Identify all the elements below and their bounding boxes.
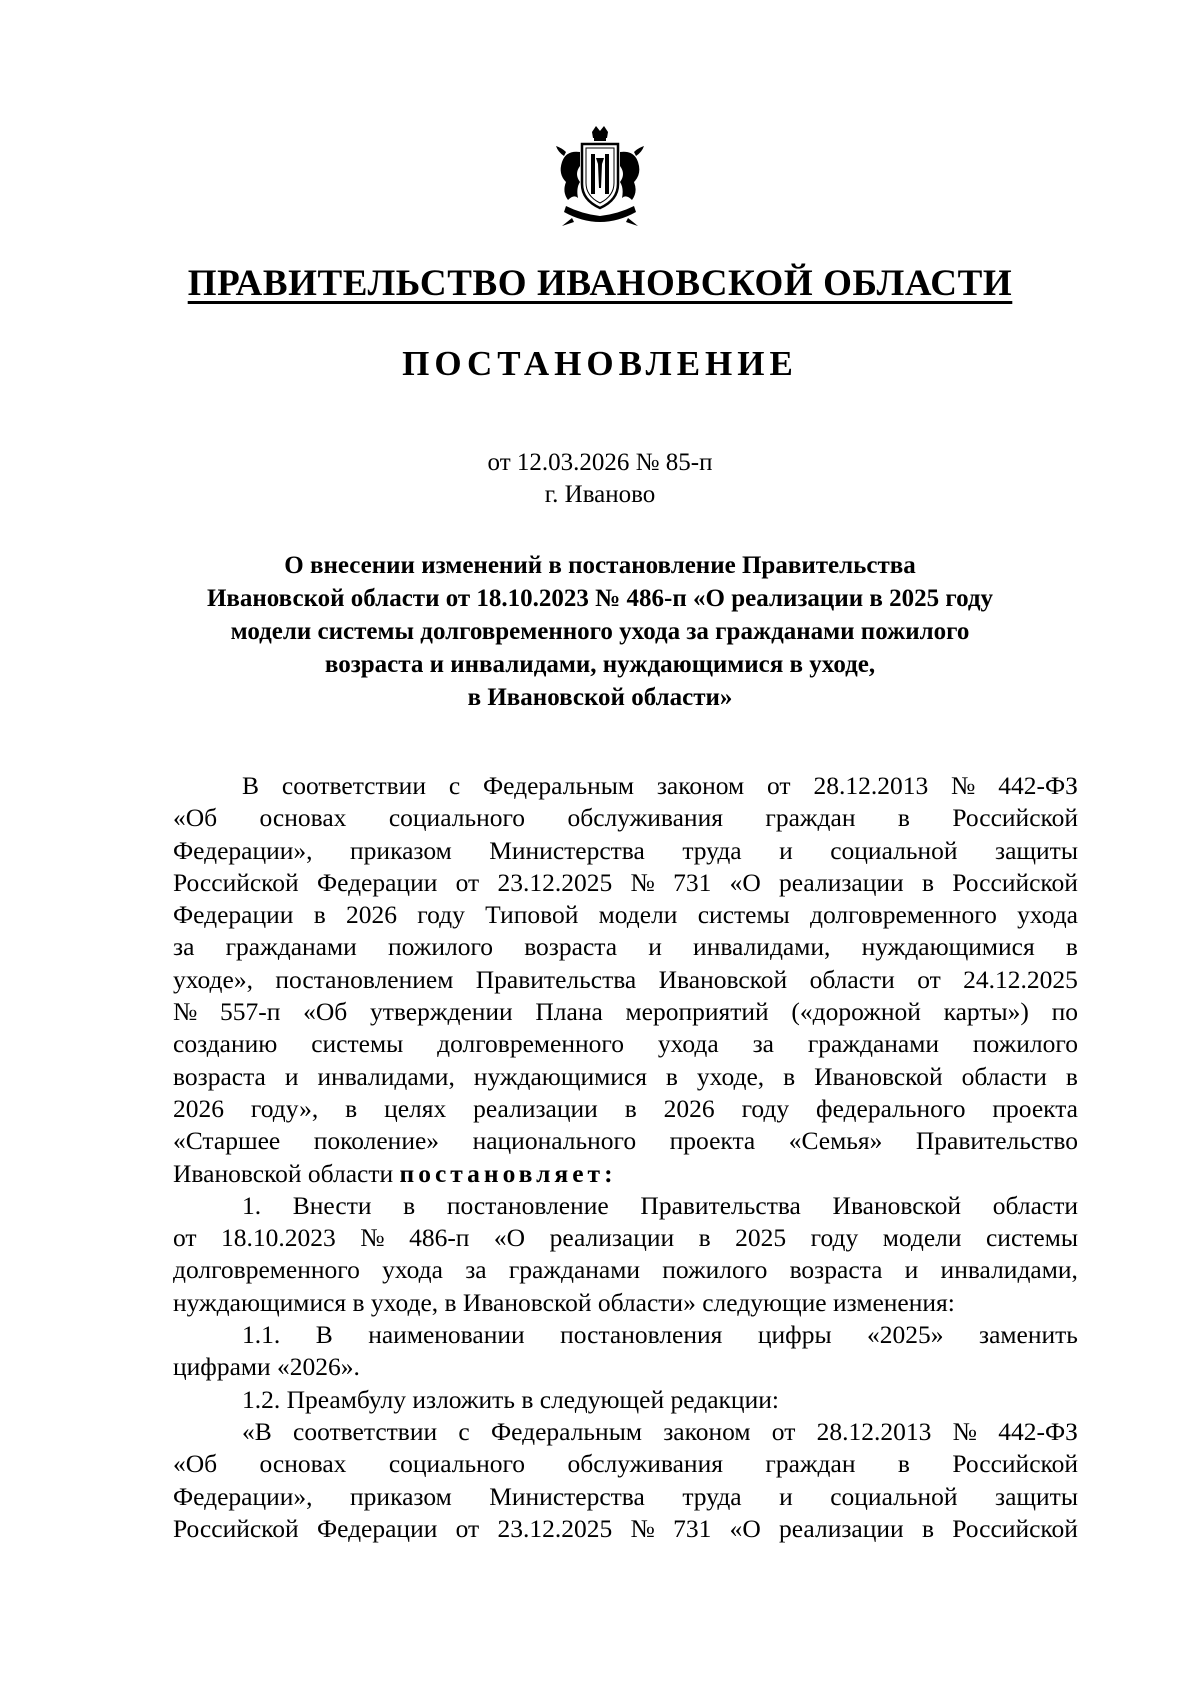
word: нуждающимися [473,1061,647,1091]
document-type: ПОСТАНОВЛЕНИЕ [402,344,798,383]
word: Федеральным [490,1416,642,1446]
word: модели [882,1223,962,1253]
document-title [150,549,1050,714]
word: защиты [995,1481,1078,1511]
word: Правительство [915,1126,1078,1156]
word: «О [493,1223,526,1253]
word: и [284,1061,299,1091]
paragraph-1-2: 1.2. Преамбулу изложить в следующей редакции: [242,1384,779,1414]
word: 28.12.2013 [813,771,929,800]
word: в [698,1223,711,1253]
word: 1. [242,1190,262,1220]
word: в [624,1093,637,1123]
word: постановление [446,1190,609,1220]
word: 2026 [346,900,398,930]
word: за [465,1255,487,1285]
paragraph-1-last-line: нуждающимися в уходе, в Ивановской области» следующие изменения: [173,1287,955,1317]
word: 731 [673,867,712,897]
body-line [173,1254,1078,1286]
word: с [448,771,461,800]
document-meta [0,447,1200,511]
word: по [1051,997,1078,1027]
word: № [360,1223,385,1253]
word: «Об [173,1449,218,1479]
word: постановлением [275,964,454,994]
preamble-paragraph [173,770,1078,1158]
word: Федерации [316,867,438,897]
word: инвалидами, [317,1061,455,1091]
body-line [173,1416,1078,1448]
word: долговременного [437,1029,624,1059]
word: долговременного [173,1255,360,1285]
word: Внести [292,1190,372,1220]
word: в [897,1449,910,1479]
word: 23.12.2025 [497,1513,613,1543]
body-line [173,931,1078,963]
body-line [173,1190,1078,1222]
word: ухода [382,1255,443,1285]
word: году», [250,1093,319,1123]
word: в [921,1513,934,1543]
word: в [345,1093,358,1123]
body-line [173,1384,1078,1416]
body-line [173,1351,1078,1383]
body-line [173,1093,1078,1125]
word: возраста [789,1255,883,1285]
word: обслуживания [567,803,723,833]
word: области [961,1061,1047,1091]
word: 23.12.2025 [497,867,613,897]
word: В [242,771,260,800]
word: 486-п [409,1223,470,1253]
word: в [897,803,910,833]
word: пожилого [387,932,494,962]
word: от [771,1416,796,1446]
word: Российской [952,803,1078,833]
body-line [173,1319,1078,1351]
word: уходе», [173,964,253,994]
body-line [173,1481,1078,1513]
word: «Семья» [788,1126,883,1156]
word: в [783,1061,796,1091]
body-line [173,1513,1078,1545]
word: поколение» [313,1126,440,1156]
word: системы [985,1223,1078,1253]
word: национального [472,1126,637,1156]
word: соответствии [293,1416,438,1446]
word: 557-п [220,997,281,1027]
word: в [1065,932,1078,962]
word: 2026 [173,1093,224,1123]
word: Министерства [489,1481,645,1511]
word: приказом [350,835,452,865]
word: в [403,1190,416,1220]
document-date-number: от 12.03.2026 № 85-п [487,449,713,476]
title-line: О внесении изменений в постановление Правительства [284,552,916,579]
word: в [665,1061,678,1091]
word: заменить [979,1320,1078,1350]
word: и [779,835,793,865]
word: целях [384,1093,447,1123]
word: мероприятий [625,997,769,1027]
word: социальной [830,1481,958,1511]
word: карты») [943,997,1029,1027]
coat-of-arms-icon [552,122,648,230]
body-line [173,1222,1078,1254]
word: долговременного [810,900,997,930]
word: проекта [992,1093,1078,1123]
word: Российской [952,1449,1078,1479]
word: Правительства [475,964,637,994]
body-line [173,1125,1078,1157]
word: основах [259,1449,347,1479]
word: № [173,997,198,1027]
word: пожилого [972,1029,1078,1059]
document-body [173,770,1078,1545]
body-line [173,770,1078,802]
body-line [173,899,1078,931]
paragraph-1-1-last-line: цифрами «2026». [173,1352,360,1382]
word: возраста [524,932,618,962]
word: реализации [473,1093,598,1123]
word: от [917,964,941,994]
word: социальной [830,835,958,865]
body-line [173,1061,1078,1093]
word: «2025» [867,1320,944,1350]
document-city: г. Иваново [544,481,656,508]
word: Ивановской [658,964,788,994]
word: в [921,867,934,897]
word: Ивановской [814,1061,943,1091]
organization-title: ПРАВИТЕЛЬСТВО ИВАНОВСКОЙ ОБЛАСТИ [187,263,1013,304]
word: «Об [173,803,218,833]
word: 731 [673,1513,712,1543]
word: Плана [535,997,603,1027]
title-line: возраста и инвалидами, нуждающимися в уходе, [324,651,876,678]
word: за [752,1029,774,1059]
word: реализации [549,1223,675,1253]
word: 24.12.2025 [963,964,1078,994]
word: гражданами [807,1029,940,1059]
word: области [809,964,895,994]
word: наименовании [368,1320,525,1350]
word: № [630,867,655,897]
word: «Старшее [173,1126,281,1156]
word: «Об [303,997,348,1027]
body-line [173,1287,1078,1319]
word: приказом [350,1481,452,1511]
word: социального [388,1449,526,1479]
word: «В [242,1416,272,1446]
word: социального [388,803,526,833]
paragraph-1 [173,1190,1078,1287]
word: созданию [173,1029,278,1059]
word: Министерства [489,835,645,865]
word: инвалидами, [940,1255,1078,1285]
resolve-word: постановляет: [399,1158,617,1188]
word: граждан [765,803,856,833]
quoted-preamble [173,1416,1078,1545]
word: реализации [779,1513,904,1543]
word: и [779,1481,793,1511]
resolve-prefix: Ивановской области [173,1158,400,1188]
word: 28.12.2013 [816,1416,932,1446]
body-line [173,1448,1078,1480]
word: цифры [757,1320,832,1350]
word: за [173,932,195,962]
word: Ивановской [832,1190,962,1220]
word: № [630,1513,655,1543]
word: проекта [669,1126,756,1156]
word: «О [729,867,761,897]
word: 442-ФЗ [998,771,1078,800]
word: Федерации [173,900,294,930]
word: области [992,1190,1078,1220]
word: постановления [560,1320,723,1350]
word: году [417,900,465,930]
word: ухода [657,1029,719,1059]
word: и [904,1255,919,1285]
word: реализации [779,867,904,897]
title-line: модели системы долговременного ухода за гражданами пожилого [230,618,970,645]
title-line: в Ивановской области» [467,684,733,711]
word: труда [682,1481,742,1511]
word: Российской [952,1513,1078,1543]
word: гражданами [508,1255,641,1285]
body-line [173,835,1078,867]
word: Российской [173,1513,299,1543]
body-line [173,802,1078,834]
word: Федеральным [483,771,634,800]
word: гражданами [225,932,357,962]
word: Российской [173,867,299,897]
word: системы [311,1029,404,1059]
word: модели [598,900,678,930]
word: труда [682,835,742,865]
word: № [952,1416,977,1446]
paragraph-1-1 [173,1319,1078,1351]
word: в [313,900,326,930]
word: («дорожной [791,997,921,1027]
word: 2026 [663,1093,715,1123]
word: обслуживания [567,1449,723,1479]
word: основах [259,803,347,833]
word: и [648,932,662,962]
word: Российской [952,867,1078,897]
word: от [455,1513,480,1543]
word: пожилого [662,1255,768,1285]
body-line [173,1028,1078,1060]
word: граждан [765,1449,856,1479]
word: году [741,1093,790,1123]
word: В [315,1320,333,1350]
word: ухода [1017,900,1078,930]
word: 1.1. [242,1320,281,1350]
word: Федерации», [173,1481,313,1511]
word: от [767,771,791,800]
body-line [173,964,1078,996]
word: году [810,1223,859,1253]
word: нуждающимися [861,932,1035,962]
word: инвалидами, [693,932,831,962]
body-line [173,996,1078,1028]
word: возраста [173,1061,266,1091]
title-line: Ивановской области от 18.10.2023 № 486-п «О реализации в 2025 году [206,585,994,612]
word: системы [697,900,790,930]
word: «О [729,1513,761,1543]
word: от [455,867,480,897]
word: законом [656,771,745,800]
word: Правительства [640,1190,801,1220]
body-line [173,1158,1078,1190]
word: 18.10.2023 [221,1223,336,1253]
word: Федерации [316,1513,438,1543]
word: Федерации», [173,835,313,865]
word: законом [663,1416,751,1446]
word: защиты [995,835,1078,865]
word: утверждении [369,997,513,1027]
body-line [173,867,1078,899]
word: № [951,771,976,800]
word: Типовой [485,900,579,930]
word: от [173,1223,197,1253]
word: в [1065,1061,1078,1091]
word: уходе, [696,1061,765,1091]
word: 442-ФЗ [998,1416,1078,1446]
word: с [458,1416,470,1446]
word: 2025 [735,1223,787,1253]
word: федерального [816,1093,966,1123]
word: соответствии [281,771,426,800]
